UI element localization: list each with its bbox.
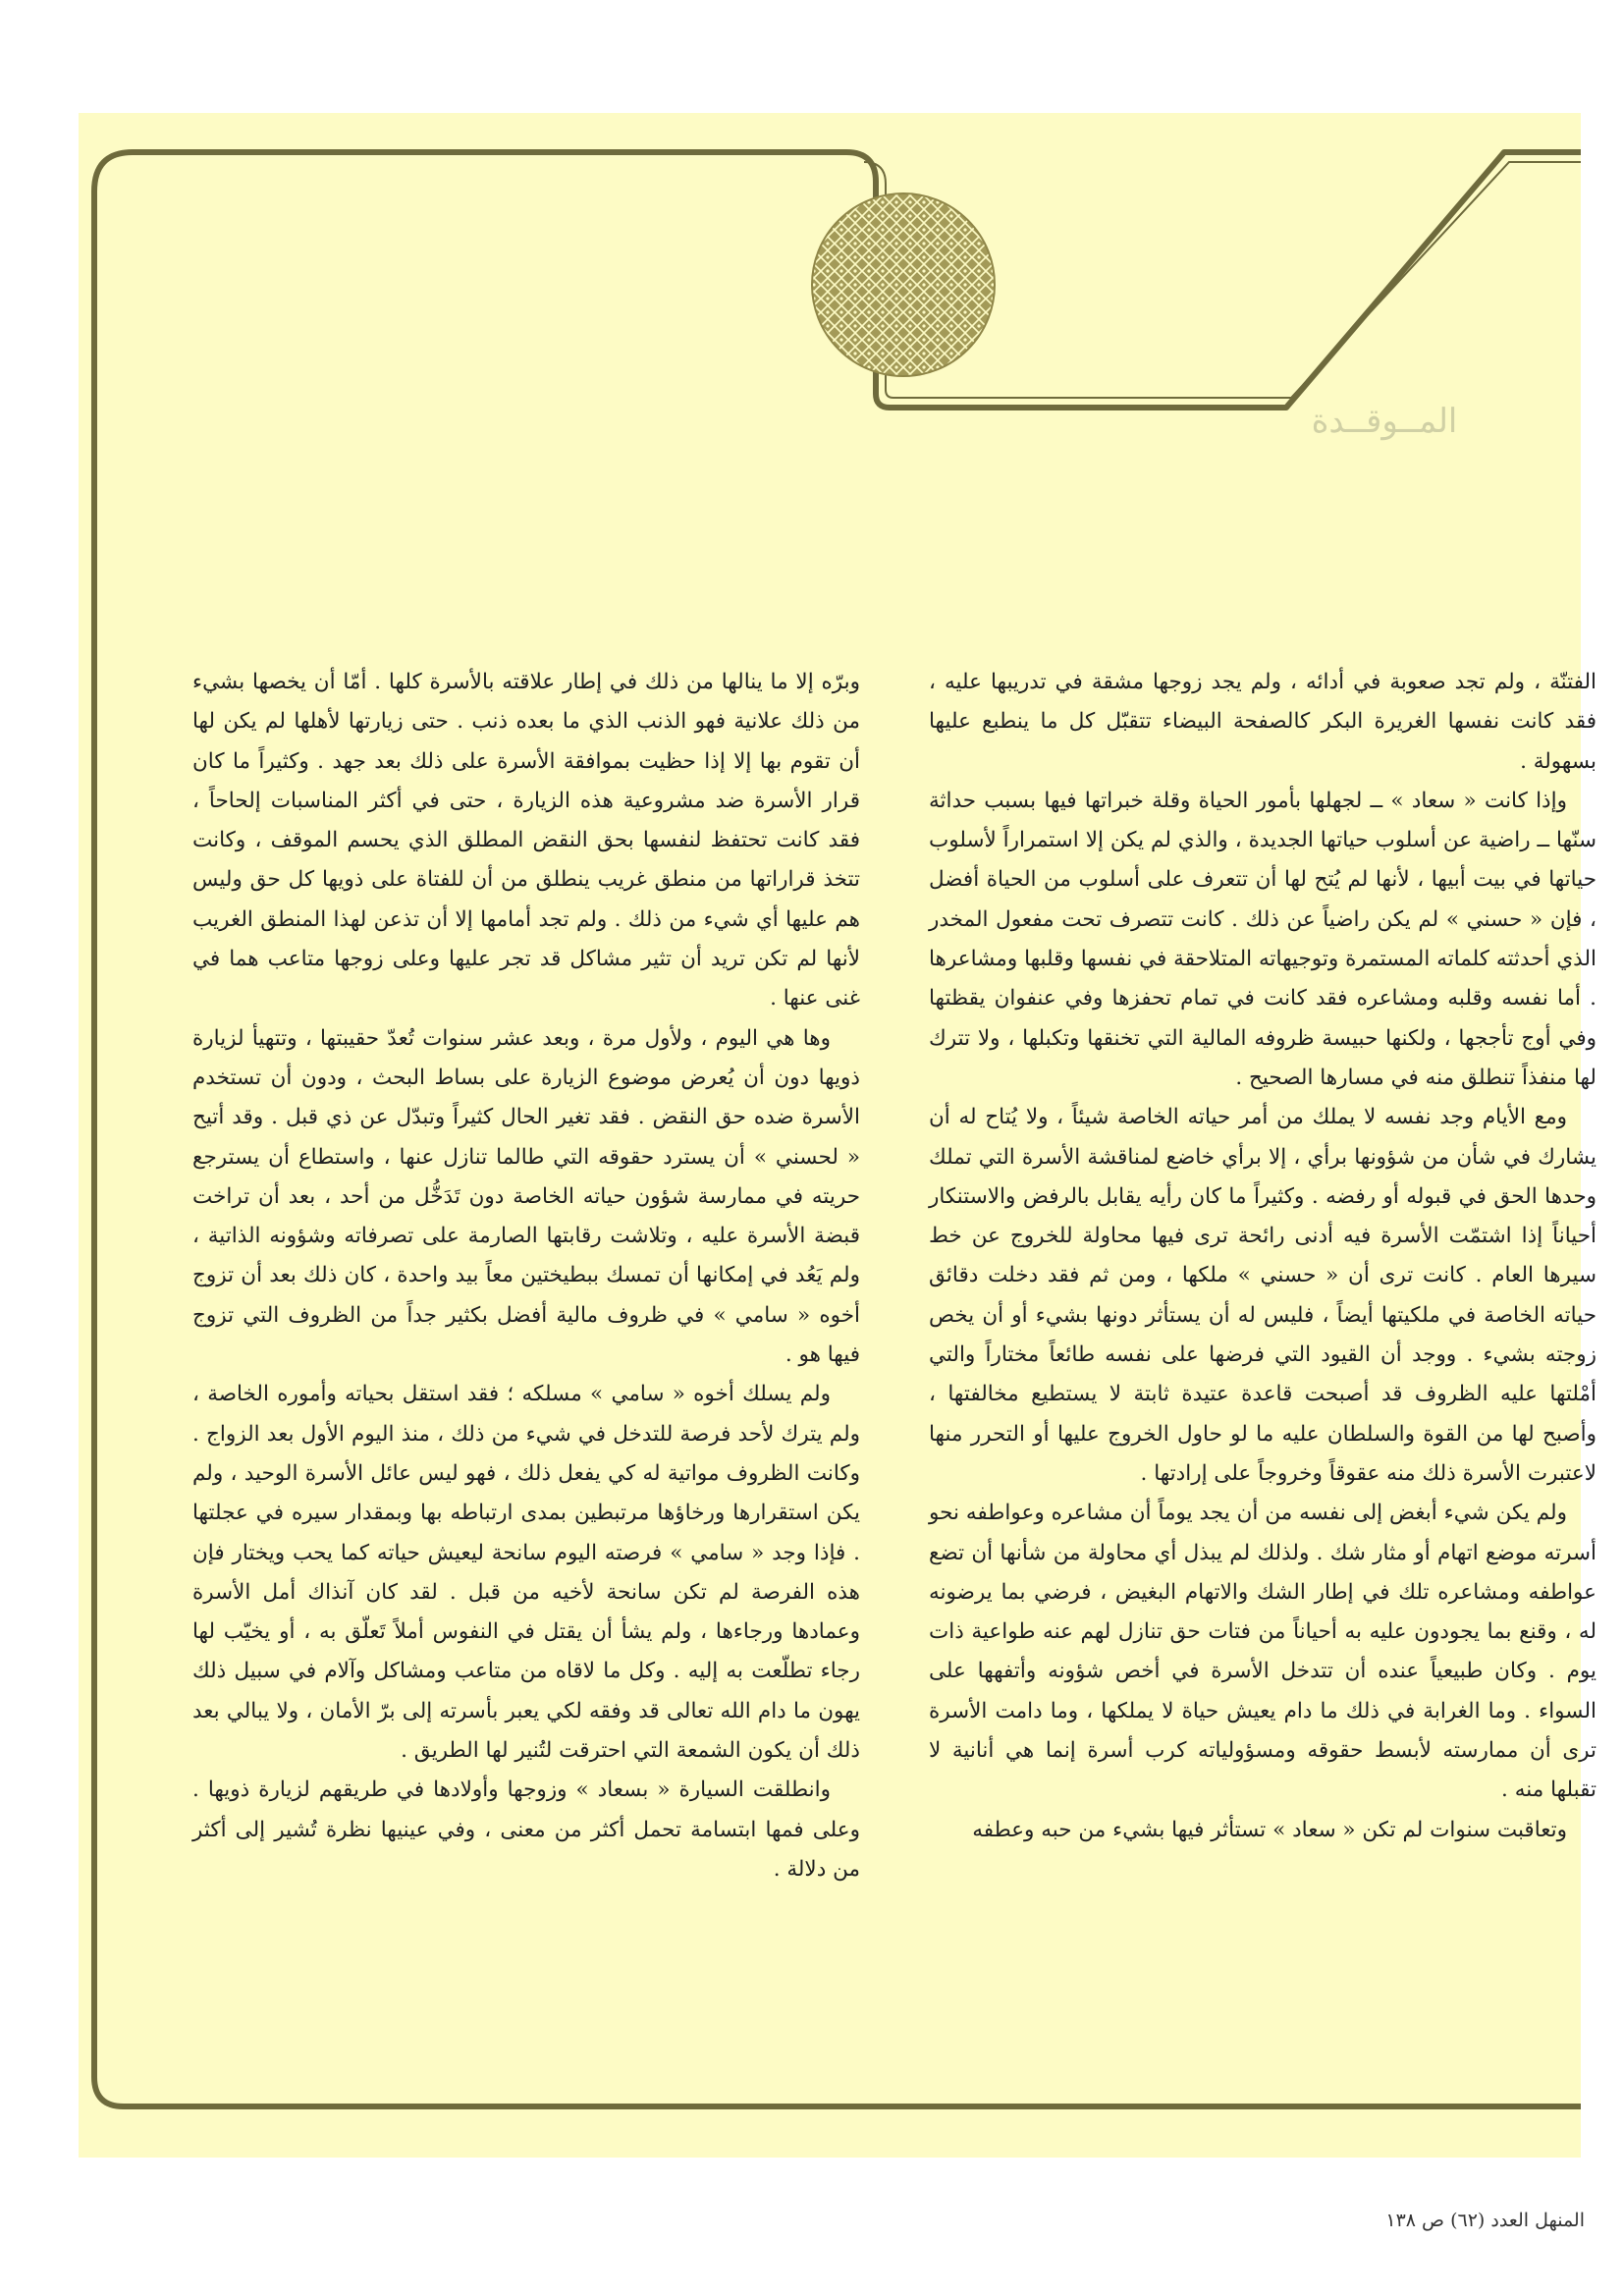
paragraph: وبرّه إلا ما ينالها من ذلك في إطار علاقته بالأسرة كلها . أمّا أن يخصها بشيء من ذلك علانية فهو الذنب الذي ما بعده ذنب . حتى زيارتها لأهلها لم يكن لها أن تقوم بها إلا إذا حظيت بموافقة الأسرة على ذلك بعد جهد . وكثيراً ما كان قرار الأسرة ضد مشروعية هذه الزيارة ، حتى في أكثر المناسبات إلحاحاً ، فقد كانت تحتفظ لنفسها بحق النقض المطلق الذي يحسم الموقف ، وكانت تتخذ قراراتها من منطق غريب ينطلق من أن للفتاة على ذويها كل حق وليس هم عليها أي شيء من ذلك . ولم تجد أمامها إلا أن تذعن لهذا المنطق الغريب لأنها لم تكن تريد أن تثير مشاكل قد تجر عليها وعلى زوجها متاعب هما في غنى عنها .	[192, 670, 860, 1011]
magazine-page	[79, 113, 1596, 2231]
paragraph: وتعاقبت سنوات لم تكن « سعاد » تستأثر فيها بشيء من حبه وعطفه	[972, 1817, 1567, 1842]
paragraph: ولم يسلك أخوه « سامي » مسلكه ؛ فقد استقل بحياته وأموره الخاصة ، ولم يترك لأحد فرصة للتدخل في شيء من ذلك ، منذ اليوم الأول بعد الزواج . وكانت الظروف مواتية له كي يفعل ذلك ، فهو ليس عائل الأسرة الوحيد ، ولم يكن استقرارها ورخاؤها مرتبطين بمدى ارتباطه بها وبمقدار سيره في عجلتها . فإذا وجد « سامي » فرصته اليوم سانحة ليعيش حياته كما يحب ويختار فإن هذه الفرصة لم تكن سانحة لأخيه من قبل . لقد كان آنذاك أمل الأسرة وعمادها ورجاءها ، ولم يشأ أن يقتل في النفوس أملاً تَعلّق به ، أو يخيّب لها رجاء تطلّعت به إليه . وكل ما لاقاه من متاعب ومشاكل وآلام في سبيل ذلك يهون ما دام الله تعالى قد وفقه لكي يعبر بأسرته إلى برّ الأمان ، ولا يبالي بعد ذلك أن يكون الشمعة التي احترقت لتُنير لها الطريق .	[192, 1382, 860, 1764]
paragraph: وها هي اليوم ، ولأول مرة ، وبعد عشر سنوات تُعدّ حقيبتها ، وتتهيأ لزيارة ذويها دون أن يُعرض موضوع الزيارة على بساط البحث ، ودون أن تستخدم الأسرة ضده حق النقض . فقد تغير الحال كثيراً وتبدّل عن ذي قبل . وقد أتيح « لحسني » أن يسترد حقوقه التي طالما تنازل عنها ، واستطاع أن يسترجع حريته في ممارسة شؤون حياته الخاصة دون تَدَخُّل من أحد ، بعد أن تراخت قبضة الأسرة عليه ، وتلاشت رقابتها الصارمة على تصرفاته وشؤونه الذاتية ، ولم يَعُد في إمكانها أن تمسك ببطيختين معاً بيد واحدة ، كان ذلك بعد أن تزوج أخوه « سامي » في ظروف مالية أفضل بكثير جداً من الظروف التي تزوج فيها هو .	[192, 1025, 860, 1368]
left-column	[192, 663, 860, 1889]
paragraph: الفتنّة ، ولم تجد صعوبة في أدائه ، ولم يجد زوجها مشقة في تدريبها عليه ، فقد كانت نفسها الغريرة البكر كالصفحة البيضاء تتقبّل كل ما ينطبع عليها بسهولة .	[929, 670, 1596, 774]
ornament-circle	[812, 193, 995, 376]
paragraph: ومع الأيام وجد نفسه لا يملك من أمر حياته الخاصة شيئاً ، ولا يُتاح له أن يشارك في شأن من شؤونها برأي ، إلا برأي خاضع لمناقشة الأسرة التي تملك وحدها الحق في قبوله أو رفضه . وكثيراً ما كان رأيه يقابل بالرفض والاستنكار أحياناً إذا اشتمّت الأسرة فيه أدنى رائحة ترى فيها محاولة للخروج عن خط سيرها العام . كانت ترى أن « حسني » ملكها ، ومن ثم فقد دخلت دقائق حياته الخاصة في ملكيتها أيضاً ، فليس له أن يستأثر دونها بشيء أو أن يخص زوجته بشيء . ووجد أن القيود التي فرضها على نفسه طائعاً مختاراً والتي أمْلتها عليه الظروف قد أصبحت قاعدة عتيدة ثابتة لا يستطيع مخالفتها ، وأصبح لها من القوة والسلطان عليه ما لو حاول الخروج عليها أو التحرر منها لاعتبرت الأسرة ذلك منه عقوقاً وخروجاً على إرادتها .	[929, 1105, 1596, 1486]
right-column	[929, 663, 1596, 1850]
paragraph: وإذا كانت « سعاد » ــ لجهلها بأمور الحياة وقلة خبراتها فيها بسبب حداثة سنّها ــ راضية عن أسلوب حياتها الجديدة ، والذي لم يكن إلا استمراراً لأسلوب حياتها في بيت أبيها ، لأنها لم يُتح لها أن تتعرف على أسلوب من الحياة أفضل ، فإن « حسني » لم يكن راضياً عن ذلك . كانت تتصرف تحت مفعول المخدر الذي أحدثته كلماته المستمرة وتوجيهاته المتلاحقة في نفسها وقلبها ومشاعرها . أما نفسه وقلبه ومشاعره فقد كانت في تمام تحفزها وفي عنفوان يقظتها وفي أوج تأججها ، ولكنها حبيسة ظروفه المالية التي تخنقها وتكبلها ، ولا تترك لها منفذاً تنطلق منه في مسارها الصحيح .	[929, 788, 1596, 1090]
paragraph: ولم يكن شيء أبغض إلى نفسه من أن يجد يوماً أن مشاعره وعواطفه نحو أسرته موضع اتهام أو مثار شك . ولذلك لم يبذل أي محاولة من شأنها أن تضع عواطفه ومشاعره تلك في إطار الشك والاتهام البغيض ، فرضي بما يرضونه له ، وقنع بما يجودون عليه به أحياناً من فتات حق تنازل لهم عنه طواعية ذات يوم . وكان طبيعياً عنده أن تتدخل الأسرة في أخص شؤونه وأتفهها على السواء . وما الغرابة في ذلك ما دام يعيش حياة لا يملكها ، وما دامت الأسرة ترى أن ممارسته لأبسط حقوقه ومسؤولياته كرب أسرة إنما هي أنانية لا تقبلها منه .	[929, 1501, 1596, 1803]
paragraph: وانطلقت السيارة « بسعاد » وزوجها وأولادها في طريقهم لزيارة ذويها . وعلى فمها ابتسامة تحمل أكثر من معنى ، وفي عينيها نظرة تُشير إلى أكثر من دلالة .	[192, 1777, 860, 1882]
page-footer: المنهل العدد (٦٢) ص ١٣٨	[1385, 2210, 1585, 2231]
section-title: المــوقــدة	[1311, 402, 1458, 441]
